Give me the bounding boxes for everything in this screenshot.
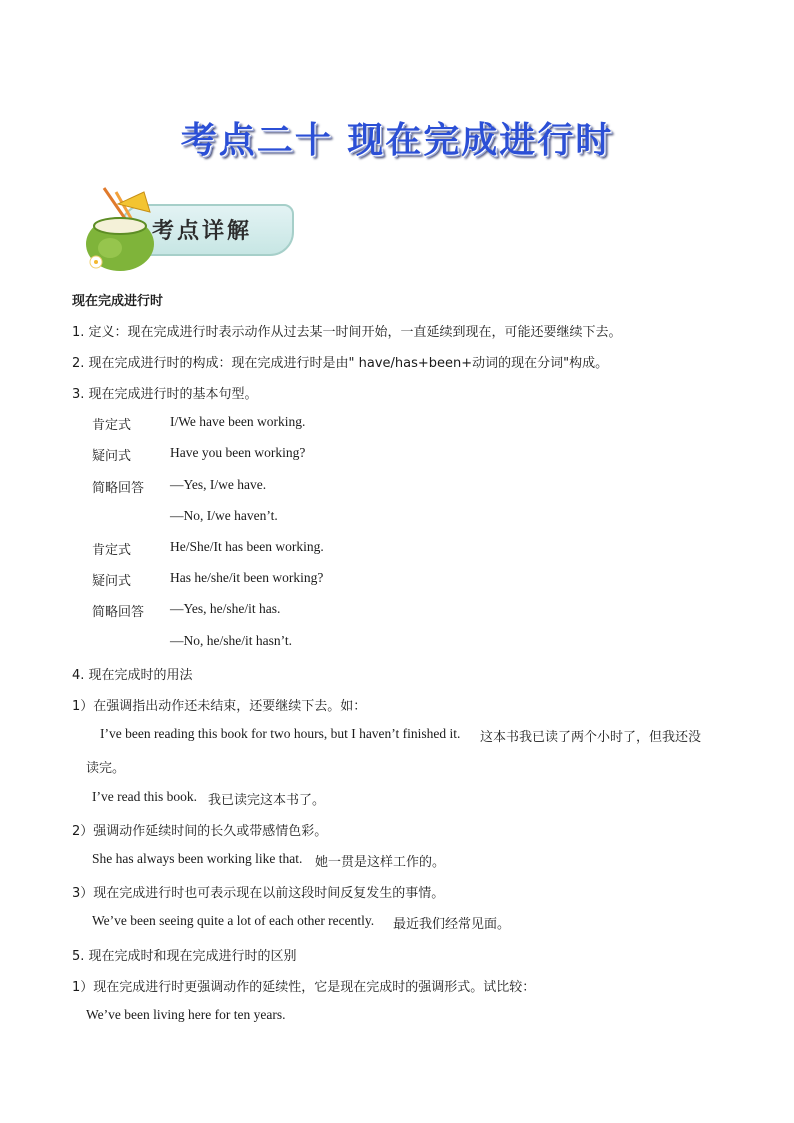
text-line: 2）强调动作延续时间的长久或带感情色彩。	[72, 824, 328, 839]
text-line: She has always been working like that.	[92, 851, 303, 866]
banner-label: 考点详解	[152, 219, 253, 244]
text-line: 4. 现在完成时的用法	[72, 668, 193, 683]
text-line: 读完。	[86, 761, 126, 776]
text-line: 1. 定义：现在完成进行时表示动作从过去某一时间开始，一直延续到现在，可能还要继续下去。	[72, 325, 622, 340]
text-line: We’ve been seeing quite a lot of each other recently.	[92, 913, 375, 928]
text-line: 2. 现在完成进行时的构成：现在完成进行时是由" have/has+been+动词的现在分词"构成。	[72, 356, 609, 371]
page-title: 考点二十 现在完成进行时	[180, 120, 614, 161]
text-line: 最近我们经常见面。	[393, 917, 511, 932]
text-line: 肯定式	[92, 543, 132, 558]
text-line: 简略回答	[92, 605, 145, 620]
text-line: We’ve been living here for ten years.	[86, 1007, 286, 1022]
section-banner	[74, 186, 294, 274]
text-line: He/She/It has been working.	[170, 539, 324, 554]
text-line: 3）现在完成进行时也可表示现在以前这段时间反复发生的事情。	[72, 886, 445, 901]
text-line: 我已读完这本书了。	[208, 793, 326, 808]
text-line: I’ve read this book.	[92, 789, 197, 804]
text-line: —No, I/we haven’t.	[170, 508, 278, 523]
text-line: Has he/she/it been working?	[170, 570, 324, 585]
text-line: 3. 现在完成进行时的基本句型。	[72, 387, 258, 402]
coconut-drink-icon	[74, 186, 164, 274]
text-line: —No, he/she/it hasn’t.	[170, 633, 292, 648]
text-line: 1）在强调指出动作还未结束，还要继续下去。如：	[72, 699, 367, 714]
text-line: 1）现在完成进行时更强调动作的延续性，它是现在完成时的强调形式。试比较：	[72, 980, 536, 995]
text-line: 她一贯是这样工作的。	[315, 855, 446, 870]
text-line: I/We have been working.	[170, 414, 306, 429]
text-line: 肯定式	[92, 418, 132, 433]
text-line: —Yes, I/we have.	[170, 477, 267, 492]
text-line: 疑问式	[92, 449, 132, 464]
text-line: 这本书我已读了两个小时了，但我还没	[480, 730, 702, 745]
text-line: Have you been working?	[170, 445, 306, 460]
text-line: 疑问式	[92, 574, 132, 589]
text-line: 简略回答	[92, 481, 145, 496]
text-line: —Yes, he/she/it has.	[170, 601, 281, 616]
text-line: I’ve been reading this book for two hours, but I haven’t finished it.	[100, 726, 461, 741]
text-line: 5. 现在完成时和现在完成进行时的区别	[72, 949, 297, 964]
text-line: 现在完成进行时	[72, 294, 164, 309]
